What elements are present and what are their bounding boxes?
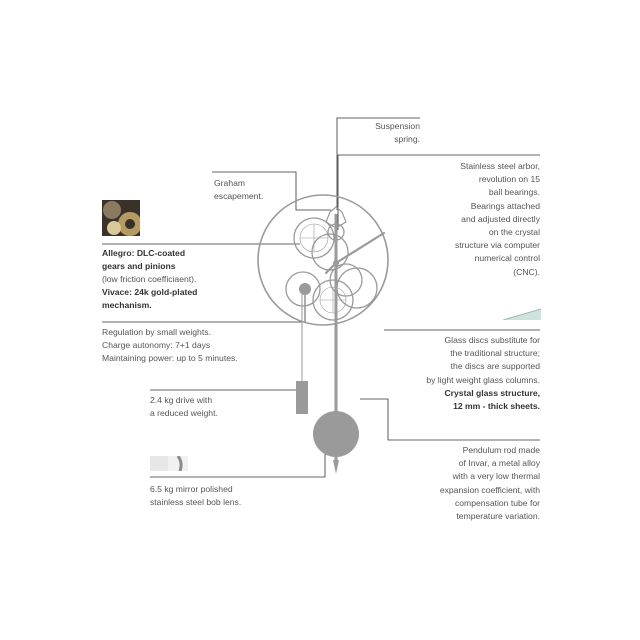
pendulum-tip bbox=[333, 460, 339, 474]
label-graham-escapement: Graham escapement. bbox=[214, 178, 264, 202]
label-suspension-spring: Suspension spring. bbox=[375, 121, 420, 145]
drive-weight bbox=[296, 381, 308, 414]
minute-hand bbox=[336, 233, 384, 263]
label-allegro-note: (low friction coefficiaent). bbox=[102, 274, 197, 284]
mirror-thumbnail bbox=[150, 456, 188, 471]
label-pendulum-rod: Pendulum rod made of Invar, a metal alloy with a very low thermal expansion coefficient, with compensation tube for temperature variation. bbox=[439, 445, 540, 522]
label-regulation: Regulation by small weights. Charge autonomy: 7+1 days Maintaining power: up to 5 minutes. bbox=[102, 327, 238, 364]
label-allegro-title: Allegro: DLC-coated gears and pinions bbox=[102, 248, 186, 272]
label-stainless-arbor: Stainless steel arbor, revolution on 15 ball bearings. Bearings attached and adjusted directly on the crystal structure via computer numerical control (CNC). bbox=[454, 161, 540, 277]
label-drive-weight: 2.4 kg drive with a reduced weight. bbox=[150, 395, 218, 419]
gear-4 bbox=[337, 268, 377, 308]
label-mirror-bob: 6.5 kg mirror polished stainless steel bob lens. bbox=[150, 484, 242, 508]
glass-thumbnail bbox=[503, 303, 541, 320]
label-crystal-structure: Crystal glass structure, 12 mm - thick sheets. bbox=[444, 388, 540, 412]
label-vivace: Vivace: 24k gold-plated mechanism. bbox=[102, 287, 198, 311]
label-glass-discs: Glass discs substitute for the traditional structure; the discs are supported by light weight glass columns. bbox=[426, 335, 540, 385]
pendulum-bob bbox=[313, 411, 359, 457]
gears-thumbnail bbox=[102, 200, 140, 236]
